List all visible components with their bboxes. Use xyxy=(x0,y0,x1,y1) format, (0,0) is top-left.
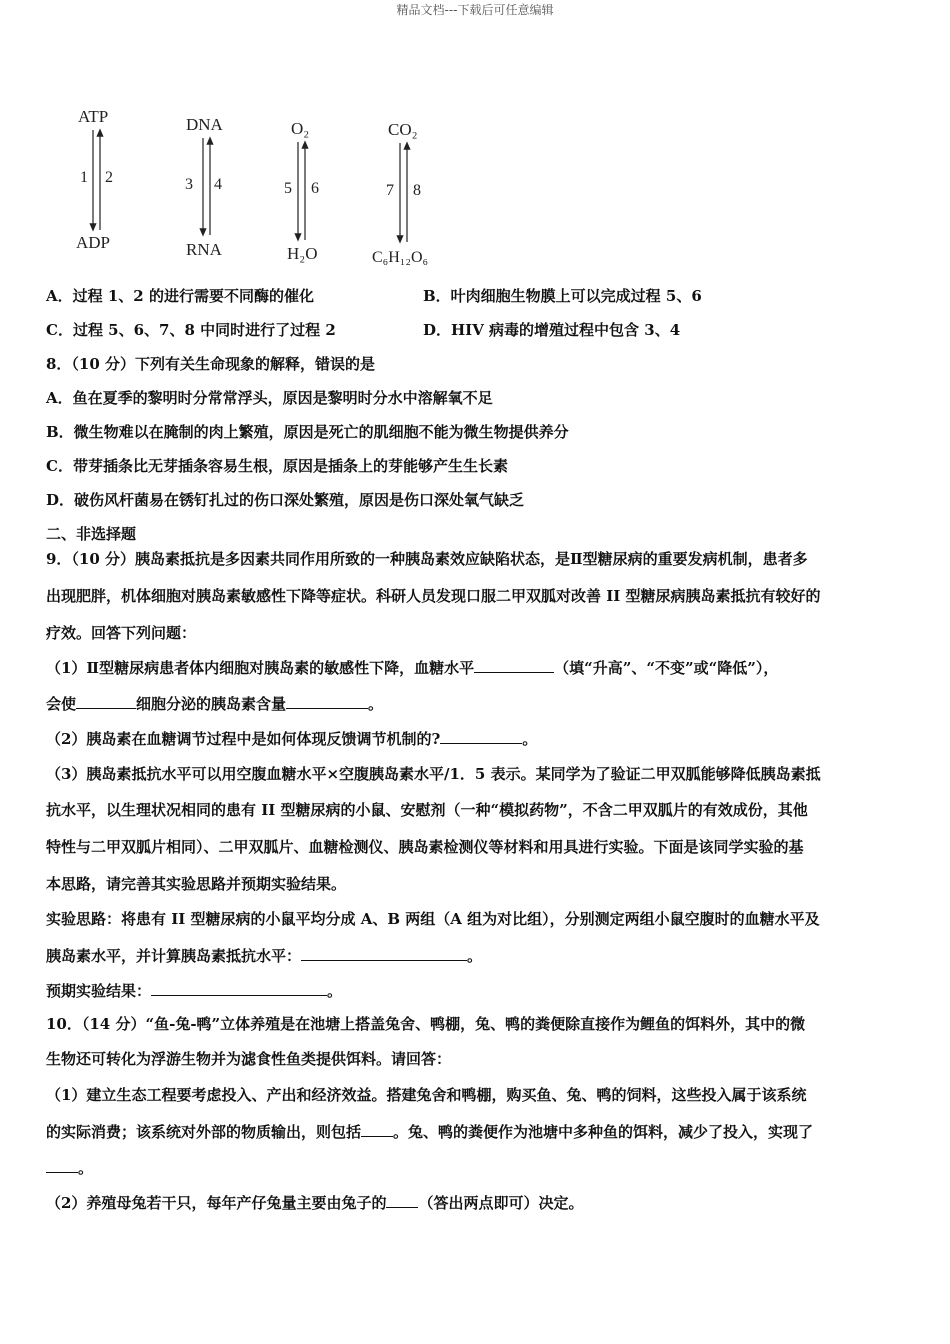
q9-result-text: 预期实验结果： xyxy=(46,982,152,1000)
diagram-num-3: 3 xyxy=(185,176,193,193)
q9-part3-line-2: 抗水平，以生理状况相同的患有 II 型糖尿病的小鼠、安慰剂（一种“模拟药物”，不含二甲双胍片的有效成份，其他 xyxy=(46,801,808,819)
q9-blank-cell[interactable] xyxy=(76,694,136,709)
diagram-num-5: 5 xyxy=(284,180,292,197)
q8-option-c: C．带芽插条比无芽插条容易生根，原因是插条上的芽能够产生生长素 xyxy=(46,457,508,475)
q9-idea-end: 。 xyxy=(467,947,483,965)
diagram-dna-label: DNA xyxy=(186,115,223,134)
diagram-num-7: 7 xyxy=(386,182,394,199)
q9-result-end: 。 xyxy=(327,982,343,1000)
q7-options-row-2 xyxy=(46,320,681,340)
q7-options-row-1 xyxy=(46,286,702,306)
q9-blank-blood-sugar[interactable] xyxy=(474,658,554,673)
diagram-num-8: 8 xyxy=(413,182,421,199)
process-diagram xyxy=(60,100,460,270)
diagram-num-6: 6 xyxy=(311,180,319,197)
q9-idea-line-2 xyxy=(46,946,482,966)
q10-blank-achieve[interactable] xyxy=(46,1158,78,1173)
q9-blank-feedback[interactable] xyxy=(440,729,522,744)
q9-stem-line-2: 出现肥胖，机体细胞对胰岛素敏感性下降等症状。科研人员发现口服二甲双胍对改善 II 型糖尿病胰岛素抵抗有较好的 xyxy=(46,587,821,605)
q10-blank-factors[interactable] xyxy=(386,1193,418,1208)
diagram-atp-label: ATP xyxy=(78,107,109,126)
q9-blank-idea[interactable] xyxy=(301,946,467,961)
section-heading: 二、非选择题 xyxy=(46,525,137,543)
q8-option-d: D．破伤风杆菌易在锈钉扎过的伤口深处繁殖，原因是伤口深处氧气缺乏 xyxy=(46,491,525,509)
q9-part1-text-e: 。 xyxy=(368,695,384,713)
q10-part1-end: 。 xyxy=(78,1159,94,1177)
q9-blank-insulin-level[interactable] xyxy=(286,694,368,709)
q10-part1-line-3 xyxy=(46,1158,93,1178)
diagram-glucose-label: C₆H₁₂O₆ xyxy=(372,249,429,266)
q8-option-b: B．微生物难以在腌制的肉上繁殖，原因是死亡的肌细胞不能为微生物提供养分 xyxy=(46,423,569,441)
q10-part2 xyxy=(46,1193,583,1213)
diagram-num-4: 4 xyxy=(214,176,222,193)
q10-part1-line-2 xyxy=(46,1122,813,1142)
q10-stem-line-1: 10．（14 分）“鱼-兔-鸭”立体养殖是在池塘上搭盖兔舍、鸭棚，兔、鸭的粪便除直接作为鲤鱼的饵料外，其中的微 xyxy=(46,1015,806,1033)
diagram-adp-label: ADP xyxy=(76,233,111,252)
q7-option-b: B．叶肉细胞生物膜上可以完成过程 5、6 xyxy=(423,287,702,305)
q10-part2-text-a: （2）养殖母兔若干只，每年产仔兔量主要由兔子的 xyxy=(46,1194,387,1212)
q9-part2 xyxy=(46,729,537,749)
q9-stem-line-3: 疗效。回答下列问题： xyxy=(46,624,197,642)
q9-part1-line-2 xyxy=(46,694,383,714)
q10-part1-text-b: 。兔、鸭的粪便作为池塘中多种鱼的饵料，减少了投入，实现了 xyxy=(393,1123,814,1141)
q9-part1-text-d: 细胞分泌的胰岛素含量 xyxy=(136,695,287,713)
q9-result-line xyxy=(46,981,342,1001)
diagram-num-2: 2 xyxy=(105,169,113,186)
q10-part1-text-a: 的实际消费；该系统对外部的物质输出，则包括 xyxy=(46,1123,362,1141)
q9-part1-text-c: 会使 xyxy=(46,695,77,713)
diagram-h2o-label: H₂O xyxy=(287,244,318,263)
q9-idea-text: 胰岛素水平，并计算胰岛素抵抗水平： xyxy=(46,947,302,965)
page-header: 精品文档---下载后可任意编辑 xyxy=(396,3,554,17)
diagram-o2-label: O₂ xyxy=(291,119,310,138)
q7-option-d: D．HIV 病毒的增殖过程中包含 3、4 xyxy=(423,321,681,339)
diagram-rna-label: RNA xyxy=(186,240,222,259)
q10-stem-line-2: 生物还可转化为浮游生物并为滤食性鱼类提供饵料。请回答： xyxy=(46,1050,452,1068)
q8-stem: 8．（10 分）下列有关生命现象的解释，错误的是 xyxy=(46,355,376,373)
q9-part1-text-a: （1）Ⅱ型糖尿病患者体内细胞对胰岛素的敏感性下降，血糖水平 xyxy=(46,659,475,677)
q9-idea-line-1: 实验思路：将患有 II 型糖尿病的小鼠平均分成 A、B 两组（A 组为对比组），分别测定两组小鼠空腹时的血糖水平及 xyxy=(46,910,820,928)
q7-option-a: A．过程 1、2 的进行需要不同酶的催化 xyxy=(46,287,314,305)
q9-part1-line-1 xyxy=(46,658,778,678)
q9-part1-text-b: （填“升高”、“不变”或“降低”）， xyxy=(554,659,779,677)
q10-part1-line-1: （1）建立生态工程要考虑投入、产出和经济效益。搭建兔舍和鸭棚，购买鱼、兔、鸭的饲料，这些投入属于该系统 xyxy=(46,1086,807,1104)
diagram-co2-label: CO₂ xyxy=(388,120,418,139)
q9-blank-result[interactable] xyxy=(151,981,327,996)
q10-blank-output[interactable] xyxy=(361,1122,393,1137)
q9-part3-line-3: 特性与二甲双胍片相同）、二甲双胍片、血糖检测仪、胰岛素检测仪等材料和用具进行实验。下面是该同学实验的基 xyxy=(46,838,804,856)
q9-part2-text: （2）胰岛素在血糖调节过程中是如何体现反馈调节机制的? xyxy=(46,730,441,748)
q9-stem-line-1: 9．（10 分）胰岛素抵抗是多因素共同作用所致的一种胰岛素效应缺陷状态，是Ⅱ型糖尿病的重要发病机制，患者多 xyxy=(46,550,808,568)
q10-part2-text-b: （答出两点即可）决定。 xyxy=(418,1194,584,1212)
q9-part2-end: 。 xyxy=(522,730,538,748)
diagram-num-1: 1 xyxy=(80,169,88,186)
q9-part3-line-4: 本思路，请完善其实验思路并预期实验结果。 xyxy=(46,875,347,893)
q9-part3-line-1: （3）胰岛素抵抗水平可以用空腹血糖水平×空腹胰岛素水平/1．5 表示。某同学为了验证二甲双胍能够降低胰岛素抵 xyxy=(46,765,821,783)
q7-option-c: C．过程 5、6、7、8 中同时进行了过程 2 xyxy=(46,321,336,339)
q8-option-a: A．鱼在夏季的黎明时分常常浮头，原因是黎明时分水中溶解氧不足 xyxy=(46,389,493,407)
